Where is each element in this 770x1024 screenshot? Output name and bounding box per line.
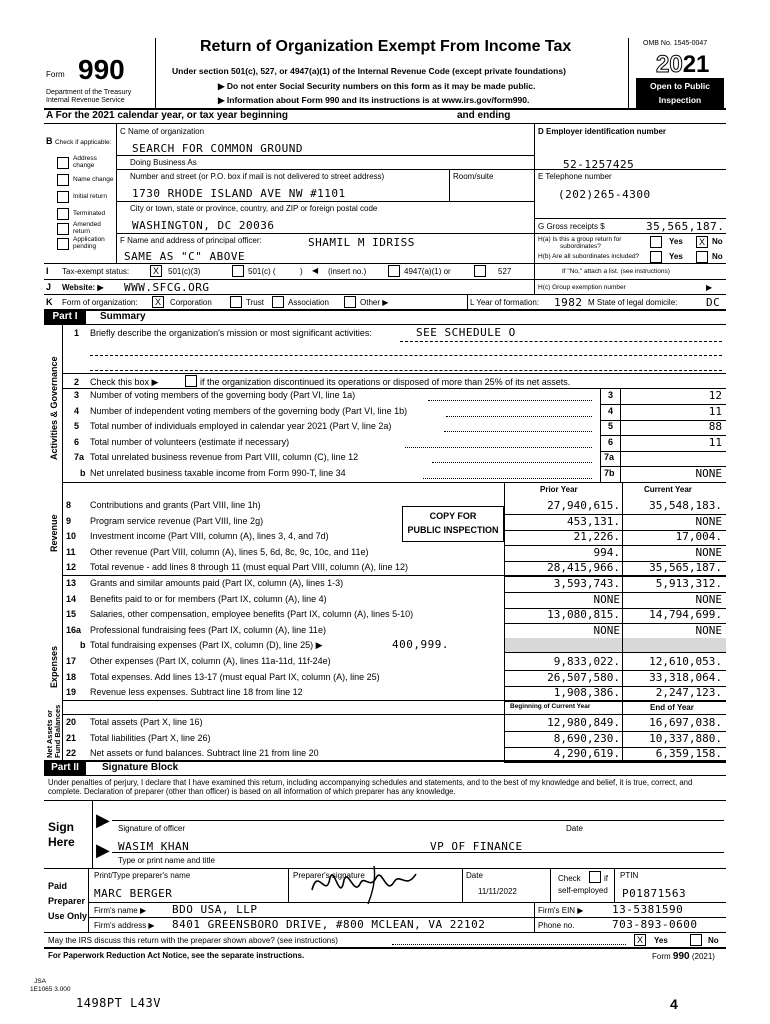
line-text: Total liabilities (Part X, line 26) [90,732,211,743]
tax-exempt-label: Tax-exempt status: [62,267,130,276]
open-to-public-badge: Open to Public Inspection [636,78,724,109]
page-number: 4 [670,996,678,1012]
hb-yes-checkbox[interactable] [650,251,662,263]
dot-leader [432,462,592,463]
prior-year-value: 26,507,580. [547,670,620,684]
dot-leader [423,478,592,479]
prior-year-value: NONE [593,623,620,637]
side-label-net-assets: Net Assets or Fund Balances [45,704,62,758]
prior-year-value: 13,080,815. [547,608,620,622]
preparer-date: 11/11/2022 [478,887,517,896]
trust-label: Trust [246,298,264,307]
ha-yes-label: Yes [669,237,683,246]
row-rule [504,652,726,653]
gov-line-box: 5 [608,421,614,432]
firm-ein-label: Firm's EIN ▶ [538,906,584,915]
corporation-checkbox[interactable]: X [152,296,164,308]
current-year-value: NONE [695,514,722,528]
other-label: Other ▶ [360,298,389,307]
preparer-signature-image [304,860,424,906]
amended-return-checkbox[interactable] [57,223,69,235]
batch-code: 1498PT L43V [76,996,161,1010]
line-text: Contributions and grants (Part VIII, line 1h) [90,500,261,510]
current-year-value: 6,359,158. [655,747,722,761]
terminated-checkbox[interactable] [57,208,69,220]
current-year-value: 33,318,064. [649,670,722,684]
gov-line-number: 4 [74,405,80,416]
gov-line-box: 4 [608,405,614,416]
gov-line-box: 7b [604,468,615,478]
phone-value: (202)265-4300 [558,188,651,201]
prior-year-value: 3,593,743. [553,577,620,590]
footer-form-label: Form 990 (2021) [652,951,715,962]
ptin-value: P01871563 [622,887,687,900]
prior-year-value: 28,415,966. [547,561,620,575]
gov-value-border [620,388,621,482]
gov-line-value: 88 [708,420,722,434]
dot-leader [428,400,593,401]
corporation-label: Corporation [170,298,212,307]
line-number: 19 [66,687,77,698]
line-number: 22 [66,748,77,759]
prior-year-value: 12,980,849. [547,716,620,729]
status-527-label: 527 [498,267,512,276]
terminated-label: Terminated [73,210,106,217]
gov-line-box: 6 [608,436,614,447]
info-note: ▶ Information about Form 990 and its instructions is at www.irs.gov/form990. [218,95,530,105]
status-4947-label: 4947(a)(1) or [404,267,451,276]
officer-title: VP OF FINANCE [430,840,523,853]
prior-year-value: 4,290,619. [553,747,620,761]
gov-line-number: 5 [74,421,80,432]
prior-year-value: 8,690,230. [553,731,620,745]
gov-line-box: 3 [608,390,614,400]
dba-label: Doing Business As [130,158,197,167]
line-number: 12 [66,562,77,573]
sign-label: Sign [48,820,74,834]
gov-line-number: 3 [74,390,80,400]
line-text: Salaries, other compensation, employee benefits (Part IX, column (A), lines 5-10) [90,609,414,620]
gov-line-text: Total unrelated business revenue from Part VIII, column (C), line 12 [90,452,359,463]
line-text: Revenue less expenses. Subtract line 18 from line 12 [90,687,303,698]
line-number: 13 [66,578,77,588]
gov-line-box: 7a [604,452,615,463]
copy-for-public-inspection-stamp: COPY FOR PUBLIC INSPECTION [402,506,504,542]
preparer-signature-label: Preparer's signature [293,871,365,880]
status-4947-checkbox[interactable] [388,265,400,277]
group-return-label: H(a) Is this a group return for [538,236,622,243]
line-text: Net assets or fund balances. Subtract line 21 from line 20 [90,748,319,759]
part2-tag: Part II [44,761,86,775]
gov-line-text: Net unrelated business taxable income from Form 990-T, line 34 [90,468,346,478]
sign-arrow-icon-2: ▶ [96,840,110,860]
status-501c3-label: 501(c)(3) [168,267,201,276]
group-exemption-arrow: ▶ [706,283,713,292]
ein-label: D Employer identification number [538,127,667,136]
jsa-label: JSA [34,978,46,985]
part1-title: Summary [100,311,146,322]
principal-officer-name: SHAMIL M IDRISS [308,236,415,249]
form-title: Return of Organization Exempt From Income Tax [200,38,572,55]
line-text: Benefits paid to or for members (Part IX, column (A), line 4) [90,593,327,604]
line1-number: 1 [74,328,80,338]
ein-value: 52-1257425 [563,158,635,171]
part1-tag: Part I [44,310,86,324]
status-501c3-checkbox[interactable]: X [150,265,162,277]
signature-of-officer-label: Signature of officer [118,824,186,833]
line-number: 21 [66,732,77,743]
gov-line-value: NONE [695,467,722,480]
line-number: b [80,640,86,650]
officer-name: WASIM KHAN [118,840,190,853]
line-number: 8 [66,500,72,510]
street-label: Number and street (or P.O. box if mail is not delivered to street address) [130,172,385,181]
city-address: WASHINGTON, DC 20036 [132,219,275,232]
current-year-value: 12,610,053. [649,655,722,668]
association-label: Association [288,298,329,307]
self-employed-label: self-employed [558,886,608,895]
line-a-ending: and ending [457,110,511,121]
line-number: 9 [66,515,72,526]
current-year-value: NONE [695,592,722,606]
col-border-mid [622,482,623,760]
subordinates-label: subordinates? [560,243,601,250]
current-year-value: 35,548,183. [649,499,722,512]
state-domicile-label: M State of legal domicile: [588,298,678,307]
discuss-yes-label: Yes [654,936,668,945]
prior-year-value: 453,131. [567,514,620,528]
self-employed-checkbox[interactable] [589,871,601,883]
dept-label: Department of the Treasury [46,89,132,96]
line-text: Total revenue - add lines 8 through 11 (must equal Part VIII, column (A), line 12) [90,562,408,573]
phone-no-label: Phone no. [538,921,575,930]
line-text: Total assets (Part X, line 16) [90,717,203,727]
status-501c-checkbox[interactable] [232,265,244,277]
line-number: 15 [66,609,77,620]
line2-text-b: if the organization discontinued its operations or disposed of more than 25% of its net assets. [200,377,571,387]
col-border-left [504,482,505,760]
status-501c-label: 501(c) ( [248,267,276,276]
discontinued-checkbox[interactable] [185,375,197,387]
org-name-label: C Name of organization [120,127,205,136]
jsa-code: 1E1065 3.000 [30,986,71,993]
omb-number: OMB No. 1545-0047 [643,40,708,47]
prior-year-value: 994. [593,545,620,559]
address-change-checkbox[interactable] [57,157,69,169]
gov-line-text: Number of voting members of the governing body (Part VI, line 1a) [90,390,356,400]
line-number: 18 [66,671,77,682]
application-pending-label: Application pending [73,236,105,250]
ptin-label: PTIN [620,871,639,880]
line2-number: 2 [74,377,80,387]
col-end-year: End of Year [650,703,694,712]
section-rule [62,714,726,715]
current-year-value: 5,913,312. [655,577,722,590]
name-change-label: Name change [73,176,114,183]
line-text: Professional fundraising fees (Part IX, column (A), line 11e) [90,624,326,635]
gov-line-text: Total number of individuals employed in calendar year 2021 (Part V, line 2a) [90,421,392,432]
gov-box-border [600,388,601,482]
row-rule [504,762,726,763]
other-checkbox[interactable] [344,296,356,308]
firm-name-label: Firm's name ▶ [94,906,147,915]
dot-leader [446,416,593,417]
current-year-value: 14,794,699. [649,608,722,622]
prior-year-value: 9,833,022. [553,655,620,668]
current-year-value: NONE [695,545,722,559]
line-text: Program service revenue (Part VIII, line 2g) [90,515,264,526]
discuss-text: May the IRS discuss this return with the preparer shown above? (see instructions) [48,936,338,945]
gov-line-text: Total number of volunteers (estimate if necessary) [90,436,290,447]
current-year-value: NONE [695,623,722,637]
org-name: SEARCH FOR COMMON GROUND [132,142,303,155]
fundraising-total: 400,999. [392,638,449,651]
tax-year: 2021 [656,51,710,78]
gov-line-value: 12 [708,389,722,402]
phone-label: E Telephone number [538,172,612,181]
line1-value: SEE SCHEDULE O [416,326,516,339]
discuss-no-label: No [708,936,719,945]
sign-arrow-icon: ▶ [96,810,110,830]
application-pending-checkbox[interactable] [57,238,69,250]
side-label-expenses: Expenses [49,645,59,688]
prior-year-value: 21,226. [573,530,620,544]
side-label-governance: Activities & Governance [49,356,59,460]
amended-return-label: Amended return [73,221,101,235]
line-text: Grants and similar amounts paid (Part IX, column (A), lines 1-3) [90,578,344,588]
website-label: Website: ▶ [62,283,104,292]
discuss-yes-checkbox[interactable]: X [634,934,646,946]
line-number: 17 [66,656,77,666]
ha-yes-checkbox[interactable] [650,236,662,248]
ssn-note: ▶ Do not enter Social Security numbers on this form as it may be made public. [218,81,536,91]
insert-no-label: (insert no.) [328,267,367,276]
year-formation-label: L Year of formation: [470,298,540,307]
line-i-letter: I [46,266,49,276]
if-label: if [604,874,608,883]
ha-no-checkbox[interactable]: X [696,236,708,248]
dot-leader [444,431,592,432]
firm-name: BDO USA, LLP [172,903,258,916]
website-value[interactable]: WWW.SFCG.ORG [124,281,210,294]
city-label: City or town, state or province, country, and ZIP or foreign postal code [130,204,378,213]
firm-address: 8401 GREENSBORO DRIVE, #800 MCLEAN, VA 22102 [172,918,486,931]
hb-no-checkbox[interactable] [696,251,708,263]
line-number: 11 [66,546,76,557]
line2-text-a: Check this box ▶ [90,377,159,387]
dot-leader [405,447,592,448]
status-527-checkbox[interactable] [474,265,486,277]
ha-no-label: No [712,237,723,246]
current-year-value: 16,697,038. [649,716,722,729]
year-formation-value: 1982 [554,296,583,309]
gov-line-number: b [80,468,86,478]
line-number: 10 [66,531,77,542]
use-only-label: Use Only [48,911,88,921]
preparer-phone: 703-893-0600 [612,918,698,931]
here-label: Here [48,835,75,849]
association-checkbox[interactable] [272,296,284,308]
col-beginning-year: Beginning of Current Year [510,703,591,710]
form-label: Form [46,70,65,79]
line-text: Total fundraising expenses (Part IX, column (D), line 25) ▶ [90,640,323,650]
check-label: Check [558,874,581,883]
section-b-letter: B [46,136,53,146]
perjury-statement: Under penalties of perjury, I declare that I have examined this return, including accompanying schedules and statements, and to the best of my knowledge and belief, it is true, correct, and complete. Declaration of preparer (other than officer) is based on all information of which preparer has any knowledge. [48,778,693,796]
line1-text: Briefly describe the organization's mission or most significant activities: [90,328,372,338]
col-prior-year: Prior Year [540,485,578,494]
gross-receipts-value: 35,565,187. [646,220,725,233]
line-number: 14 [66,593,77,604]
preparer-name: MARC BERGER [94,887,173,900]
current-year-value: 2,247,123. [655,686,722,700]
name-change-checkbox[interactable] [57,174,69,186]
state-domicile-value: DC [706,296,721,309]
gov-line-number: 7a [74,452,85,463]
firm-ein: 13-5381590 [612,903,684,916]
current-year-value: 17,004. [675,530,722,544]
hb-note: If "No," attach a list. (see instructions) [562,268,670,275]
prior-year-value: NONE [593,592,620,606]
initial-return-checkbox[interactable] [57,191,69,203]
col-current-year: Current Year [644,485,692,494]
subordinates-included-label: H(b) Are all subordinates included? [538,253,640,260]
line-text: Other expenses (Part IX, column (A), lines 11a-11d, 11f-24e) [90,656,331,666]
hb-no-label: No [712,252,723,261]
paid-label: Paid [48,881,68,891]
insert-arrow: ◀ [312,266,319,275]
line-number: 20 [66,717,77,727]
current-year-value: 35,565,187. [649,561,722,575]
line-number: 16a [66,624,82,635]
form-number: 990 [78,54,125,85]
gov-row-rule [600,451,726,452]
line-k-letter: K [46,297,53,307]
shaded-cell [504,638,726,652]
irs-label: Internal Revenue Service [46,97,125,104]
street-address: 1730 RHODE ISLAND AVE NW #1101 [132,187,346,200]
principal-officer-label: F Name and address of principal officer: [120,236,262,245]
principal-officer-address: SAME AS "C" ABOVE [124,250,246,263]
line-a-label: A For the 2021 calendar year, or tax year beginning [46,110,288,121]
prior-year-value: 1,908,386. [553,686,620,700]
trust-checkbox[interactable] [230,296,242,308]
line-text: Investment income (Part VIII, column (A), lines 3, 4, and 7d) [90,531,329,542]
part2-title: Signature Block [102,762,179,773]
type-print-label: Type or print name and title [118,856,215,865]
preparer-date-label: Date [466,871,483,880]
side-label-revenue: Revenue [49,514,59,552]
section-rule [62,575,726,576]
gross-receipts-label: G Gross receipts $ [538,222,605,231]
gov-line-value: 11 [708,404,722,418]
current-year-value: 10,337,880. [649,731,722,745]
prior-year-value: 27,940,615. [547,499,620,512]
gov-line-number: 6 [74,436,80,447]
preparer-label: Preparer [48,896,86,906]
form-of-org-label: Form of organization: [62,298,138,307]
pra-notice: For Paperwork Reduction Act Notice, see the separate instructions. [48,951,305,960]
hb-yes-label: Yes [669,252,683,261]
line-text: Other revenue (Part VIII, column (A), lines 5, 6d, 8c, 9c, 10c, and 11e) [90,546,369,557]
firm-address-label: Firm's address ▶ [94,921,155,930]
address-change-label: Address change [73,155,97,169]
gov-line-value: 11 [708,435,722,449]
status-501c-close: ) [300,267,303,276]
room-suite-label: Room/suite [453,172,494,181]
preparer-name-label: Print/Type preparer's name [94,871,191,880]
gov-line-text: Number of independent voting members of the governing body (Part VI, line 1b) [90,405,408,416]
check-if-applicable: Check if applicable: [55,139,112,146]
form-subtitle: Under section 501(c), 527, or 4947(a)(1) of the Internal Revenue Code (except private foundations) [172,66,566,76]
signature-date-label: Date [566,824,583,833]
line-text: Total expenses. Add lines 13-17 (must equal Part IX, column (A), line 25) [90,671,380,682]
discuss-no-checkbox[interactable] [690,934,702,946]
line-j-letter: J [46,282,52,292]
group-exemption-label: H(c) Group exemption number [538,284,626,291]
initial-return-label: Initial return [73,193,107,200]
